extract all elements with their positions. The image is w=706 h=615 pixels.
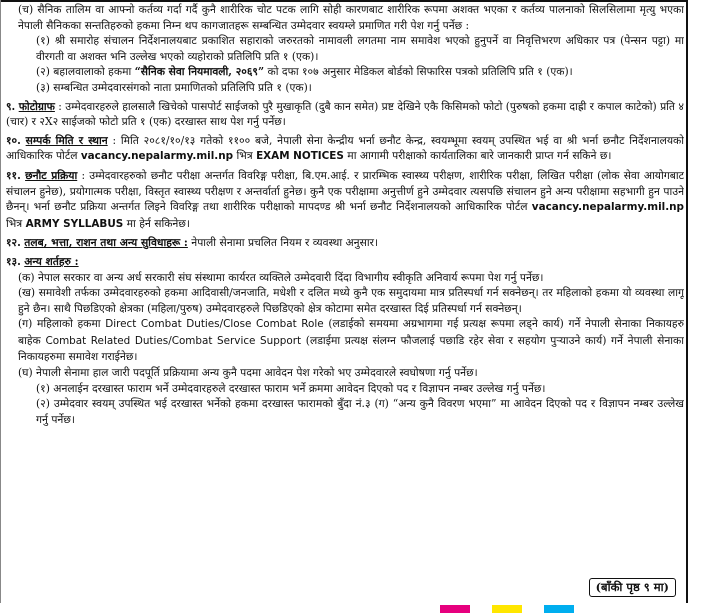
portal-link-2[interactable]: vacancy.nepalarmy.mil.np bbox=[531, 201, 684, 214]
section-12-text: नेपाली सेनामा प्रचलित नियम र व्यवस्था अनुसार। bbox=[191, 236, 379, 250]
condition-ga-text-2: (लडाईको समयमा अग्रभागमा गई प्रत्यक्ष रूपमा लड्ने कार्य) गर्ने नेपाली सेनाका निकायहरु बाहेक bbox=[18, 317, 684, 347]
section-11-heading: छनौट प्रक्रिया bbox=[25, 168, 78, 182]
section-11-text: : उम्मेदवारहरुको छनौट परीक्षा अन्तर्गत विवरिङ्ग परीक्षा, बि.एम.आई. र प्रारम्भिक स्वास्थ्य परीक्षण, शारीरिक परीक्षा, लिखित परीक्षा (लोक सेवा आयोगबाट संचालन हुनेछ), प्रयोगात्मक परीक्षा, विस्तृत स्वास्थ्य परीक्षण र अन्तर्वार्ता हुनेछ। कुनै एक परीक्षामा अनुत्तीर्ण हुने उम्मेदवार त्यसपछि संचालन हुने अन्य परीक्षामा सहभागी हुन पाउने छैनन्। भर्ना छनौट प्रक्रिया अन्तर्गत लिइने विवरिङ्ग तथा शारीरिक परीक्षाको मापदण्ड श्री भर्ना छनौट निर्देशनालयको आधिकारिक पोर्टल bbox=[6, 168, 684, 214]
notice-content bbox=[6, 2, 684, 601]
section-11-text-3: मा हेर्न सकिनेछ। bbox=[126, 216, 190, 230]
condition-kha: (ख) समावेशी तर्फका उम्मेदवारहरुको हकमा आदिवासी/जनजाति, मधेशी र दलित मध्ये कुनै एक समुदायमा मात्र प्रतिस्पर्धा गर्न सक्नेछन्। तर महिलाको हकमा यो व्यवस्था लागू हुने छैन। साथै पिछडिएको क्षेत्रका (महिला/पुरुष) उम्मेदवारहरुले पिछडिएको क्षेत्र कोटामा समेत दरखास्त दिई प्रतिस्पर्धा गर्न सक्नेछन्। bbox=[18, 286, 684, 315]
item-ch-1: (१) श्री समारोह संचालन निर्देशनालयबाट प्रकाशित सहाराको जरुरतको नामावली लगतमा नाम समावेश भएको हुनुपर्ने वा निवृत्तिभरण अधिकार पत्र (पेन्सन पट्टा) मा वीरगती वा अशक्त भनि उल्लेख भएको व्यहोराको प्रतिलिपि प्रति १ (एक)। bbox=[36, 34, 684, 63]
condition-ga-text: (ग) महिलाको हकमा bbox=[18, 317, 101, 331]
item-ch: (च) सैनिक तालिम वा आफ्नो कर्तव्य गर्दा गर्दै कुनै शारीरिक चोट पटक लागि सोही कारणबाट शारीरिक रूपमा अशक्त भएका र कर्तव्य पालनाको सिलसिलामा मृत्यु भएका नेपाली सैनिकका सन्ततिहरुको हकमा निम्न थप कागजातहरू सम्बन्धित उम्मेदवार स्वयम्ले प्रमाणित गरी पेश गर्नु पर्नेछ : bbox=[18, 3, 684, 32]
magenta-swatch bbox=[440, 605, 470, 613]
section-10-text-2: भित्र bbox=[236, 149, 253, 163]
section-10-text-3: मा आगामी परीक्षाको कार्यतालिका बारे जानकारी प्राप्त गर्न सकिने छ। bbox=[347, 149, 612, 163]
condition-ka: (क) नेपाल सरकार वा अन्य अर्ध सरकारी संघ संस्थामा कार्यरत व्यक्तिले उम्मेदवारी दिंदा विभागीय स्वीकृति अनिवार्य रूपमा पेश गर्नु पर्नेछ। bbox=[18, 270, 544, 284]
portal-link[interactable]: vacancy.nepalarmy.mil.np bbox=[80, 150, 234, 163]
section-11-text-2: भित्र bbox=[6, 216, 23, 230]
section-11-selection bbox=[6, 168, 684, 232]
section-9-heading: फोटोग्राफ bbox=[18, 99, 55, 113]
section-13-number: १३. bbox=[6, 254, 21, 268]
section-12-heading: तलब, भत्ता, राशन तथा अन्य सुविधाहरू : bbox=[24, 236, 188, 250]
section-10-heading: सम्पर्क मिति र स्थान bbox=[25, 133, 108, 147]
section-12-number: १२. bbox=[6, 236, 21, 250]
section-10-number: १०. bbox=[6, 133, 21, 147]
ch-2-prefix: (२) बहालवालाको हकमा bbox=[36, 65, 132, 79]
section-9-number: ९. bbox=[6, 99, 16, 113]
section-9-photograph bbox=[6, 99, 684, 130]
condition-ga-text-3: (लडाईमा प्रत्यक्ष संलग्न फौजलाई पछाडि रहेर सेवा र सहयोग पुऱ्याउने कार्य) गर्ने नेपाली सेनाका निकायहरुमा समावेश गराईनेछ। bbox=[18, 333, 684, 364]
combat-support-term: Combat Related Duties/Combat Service Support bbox=[45, 334, 302, 347]
ch-2-suffix: को दफा १०७ अनुसार मेडिकल बोर्डको सिफारिस पत्रको प्रतिलिपि प्रति १ (एक)। bbox=[267, 65, 573, 79]
yellow-swatch bbox=[492, 605, 522, 613]
condition-gha-2: (२) उम्मेदवार स्वयम् उपस्थित भई दरखास्त भर्नेको हकमा दरखास्त फारामको बुँदा नं.३ (ग) “अन्य कुनै विवरण भएमा” मा आवेदन दिएको पद र विज्ञापन नम्बर उल्लेख गर्नु पर्नेछ। bbox=[36, 397, 684, 426]
left-margin-rule bbox=[0, 0, 1, 603]
section-13-heading: अन्य शर्तहरु : bbox=[24, 254, 79, 268]
condition-gha: (घ) नेपाली सेनामा हाल जारी पदपूर्ति प्रक्रियामा अन्य कुनै पदमा आवेदन पेश गरेको भए उम्मेदवारले स्वघोषणा गर्नु पर्नेछ। bbox=[18, 366, 478, 380]
section-13-conditions bbox=[6, 254, 684, 270]
item-ch-2 bbox=[6, 64, 684, 80]
print-color-bar bbox=[440, 605, 596, 615]
right-border bbox=[686, 0, 688, 603]
cyan-swatch bbox=[544, 605, 574, 613]
section-12-salary bbox=[6, 235, 684, 251]
section-9-text: : उम्मेदवारहरुले हालसालै खिचेको पासपोर्ट साईजको पुरै मुखाकृति (दुबै कान समेत) प्रष्ट देखिने एकै किसिमको फोटो (पुरुषको हकमा दाह्री र कपाल काटेको) प्रति ४ (चार) र २X२ साईजको फोटो प्रति १ (एक) दरखास्त साथ पेश गर्नु पर्नेछ। bbox=[6, 99, 684, 129]
condition-gha-1: (१) अनलाईन दरखास्त फाराम भर्ने उम्मेदवारहरुले दरखास्त फाराम भर्ने क्रममा आवेदन दिएको पद र विज्ञापन नम्बर उल्लेख गर्नु पर्नेछ। bbox=[36, 381, 546, 395]
section-10-text: : मिति २०८१/१०/१३ गतेको ११०० बजे, नेपाली सेना केन्द्रीय भर्ना छनौट केन्द्र, स्वयम्भूमा स्वयम् उपस्थित भई वा श्री भर्ना छनौट निर्देशनालयको आधिकारिक पोर्टल bbox=[6, 133, 684, 163]
continued-page-note: (बाँकी पृष्ठ ९ मा) bbox=[589, 578, 676, 597]
section-11-number: ११. bbox=[6, 168, 21, 182]
item-ch-3: (३) सम्बन्धित उम्मेदवारसंगको नाता प्रमाणितको प्रतिलिपि प्रति १ (एक)। bbox=[36, 80, 312, 94]
direct-combat-term: Direct Combat Duties/Close Combat Role bbox=[105, 318, 324, 331]
condition-ga bbox=[6, 316, 684, 365]
exam-notices-label: EXAM NOTICES bbox=[256, 150, 344, 163]
ch-2-regulation-title: “सैनिक सेवा नियमावली, २०६९” bbox=[134, 65, 265, 79]
army-syllabus-label: ARMY SYLLABUS bbox=[25, 217, 124, 230]
section-10-contact bbox=[6, 133, 684, 165]
